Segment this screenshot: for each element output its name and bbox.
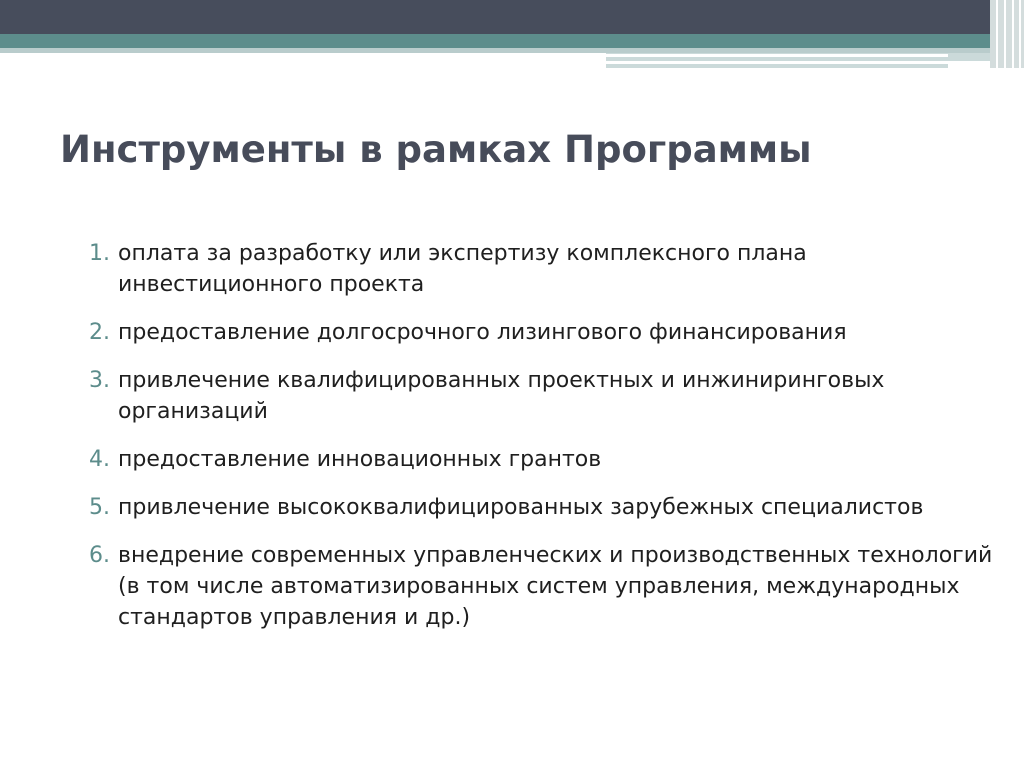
list-item-number: 3.: [89, 368, 110, 393]
header-band-dark: [0, 0, 1024, 34]
list-item: [60, 444, 1000, 475]
list-item-number: 5.: [89, 495, 110, 520]
header-band-teal: [0, 34, 1024, 48]
list-item: [60, 317, 1000, 348]
list-item-text: оплата за разработку или экспертизу комплексного плана инвестиционного проекта: [118, 241, 807, 297]
header-corner-stripe: [1004, 0, 1006, 68]
list-item: [60, 492, 1000, 523]
list-item-number: 1.: [89, 241, 110, 266]
list-item-text: предоставление долгосрочного лизингового финансирования: [118, 320, 847, 345]
list-item-number: 6.: [89, 543, 110, 568]
list-item-text: привлечение квалифицированных проектных и инжиниринговых организаций: [118, 368, 885, 424]
list-item-number: 4.: [89, 447, 110, 472]
list-item: [60, 540, 1000, 633]
instrument-list: [60, 238, 1000, 650]
header-corner-stripe: [996, 0, 998, 68]
header-accent-gap: [606, 54, 948, 57]
header-corner-stripe: [1019, 0, 1021, 68]
header-corner-stripe: [1012, 0, 1014, 68]
slide-title: Инструменты в рамках Программы: [60, 128, 812, 171]
header-accent-bar-thin: [606, 64, 948, 68]
list-item: [60, 365, 1000, 427]
list-item-text: привлечение высококвалифицированных зарубежных специалистов: [118, 495, 924, 520]
list-item-text: внедрение современных управленческих и производственных технологий (в том числе автоматизированных систем управления, международных стандартов управления и др.): [118, 543, 993, 630]
list-item: [60, 238, 1000, 300]
list-item-number: 2.: [89, 320, 110, 345]
list-item-text: предоставление инновационных грантов: [118, 447, 602, 472]
